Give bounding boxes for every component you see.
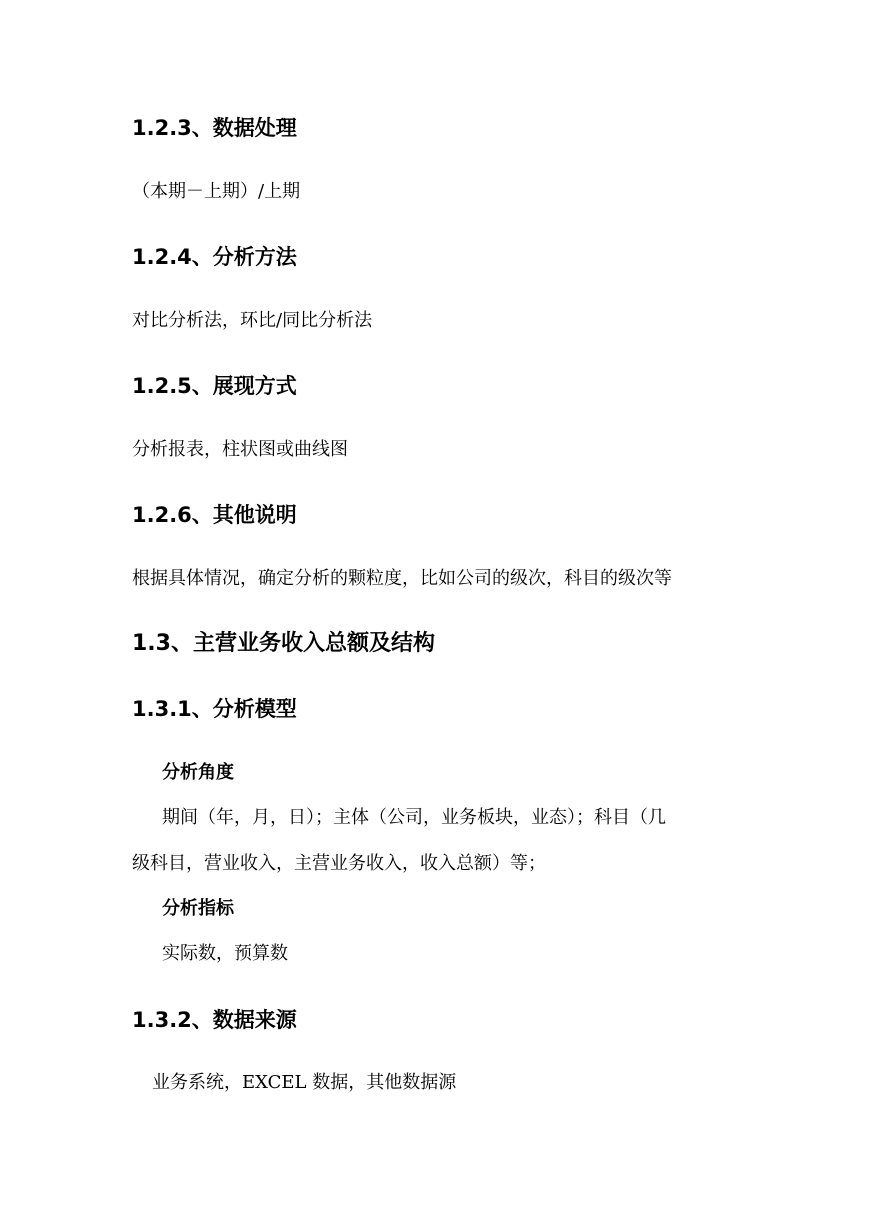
heading-1-2-6: 1.2.6、其他说明 bbox=[132, 503, 297, 527]
heading-1-2-4: 1.2.4、分析方法 bbox=[132, 245, 297, 269]
paragraph-other-notes: 根据具体情况，确定分析的颗粒度，比如公司的级次，科目的级次等 bbox=[132, 568, 672, 589]
subheading-analysis-angle: 分析角度 bbox=[162, 762, 234, 783]
heading-1-2-3: 1.2.3、数据处理 bbox=[132, 116, 297, 140]
paragraph-analysis-metric: 实际数，预算数 bbox=[162, 943, 288, 964]
subheading-analysis-metric: 分析指标 bbox=[162, 898, 234, 919]
paragraph-data-source: 业务系统，EXCEL 数据，其他数据源 bbox=[152, 1072, 457, 1093]
heading-1-3-1: 1.3.1、分析模型 bbox=[132, 697, 297, 721]
heading-1-2-5: 1.2.5、展现方式 bbox=[132, 374, 297, 398]
paragraph-analysis-angle-line2: 级科目，营业收入，主营业务收入，收入总额）等； bbox=[132, 853, 546, 874]
paragraph-analysis-method: 对比分析法，环比/同比分析法 bbox=[132, 310, 373, 331]
paragraph-presentation: 分析报表，柱状图或曲线图 bbox=[132, 439, 348, 460]
heading-1-3: 1.3、主营业务收入总额及结构 bbox=[132, 631, 435, 656]
heading-1-3-2: 1.3.2、数据来源 bbox=[132, 1008, 297, 1032]
paragraph-analysis-angle-line1: 期间（年，月，日）；主体（公司，业务板块，业态）；科目（几 bbox=[162, 807, 666, 828]
paragraph-data-processing: （本期－上期）/上期 bbox=[132, 181, 301, 202]
